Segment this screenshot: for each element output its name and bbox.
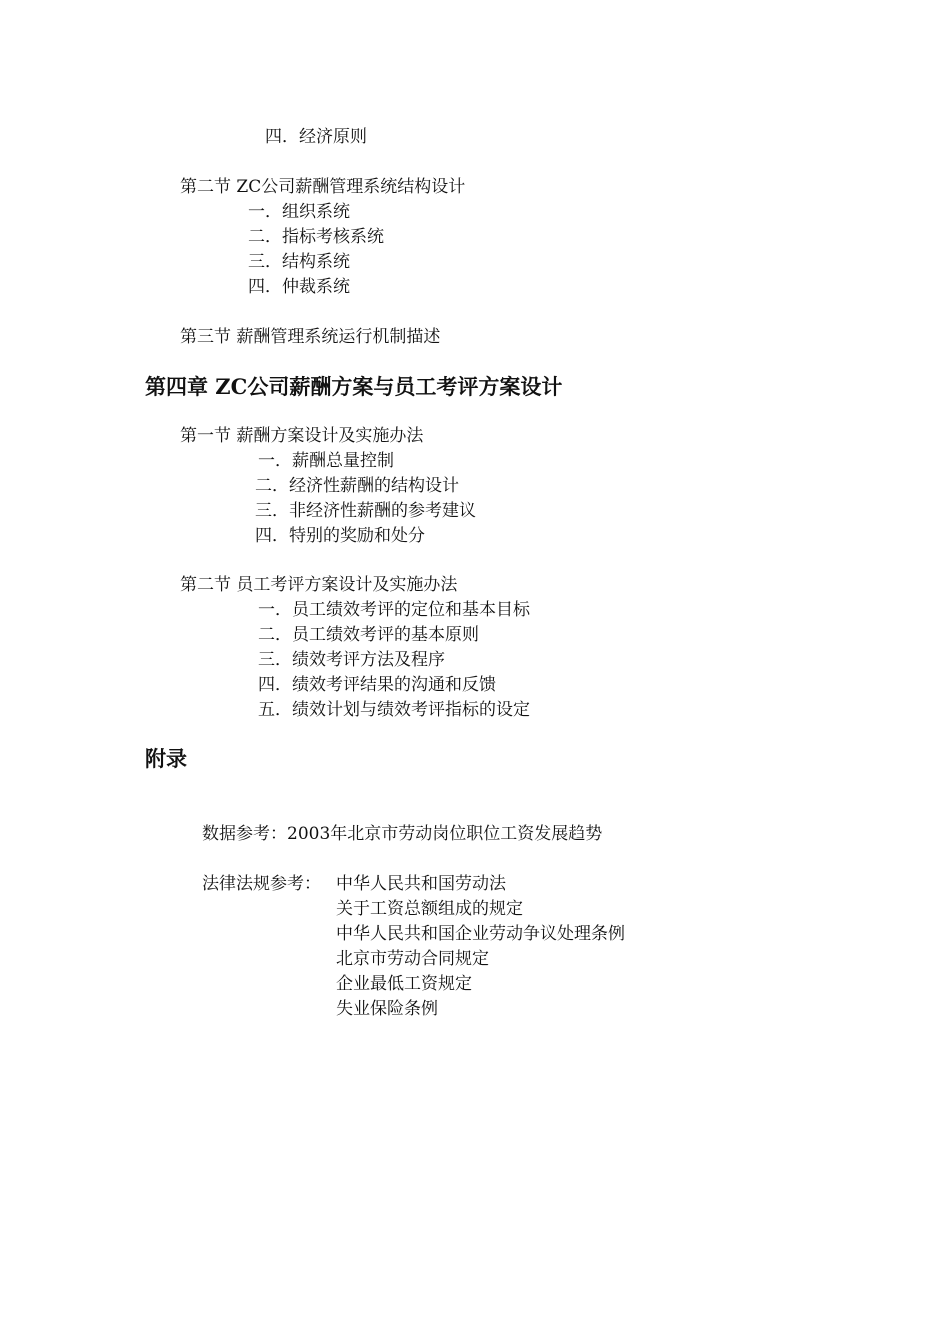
toc-section-title: 第一节 薪酬方案设计及实施办法 — [180, 426, 424, 446]
toc-item-economic-principle: 四．经济原则 — [265, 127, 367, 147]
toc-item: 二．员工绩效考评的基本原则 — [258, 625, 479, 645]
toc-item: 一．员工绩效考评的定位和基本目标 — [258, 600, 530, 620]
law-reference-item: 关于工资总额组成的规定 — [336, 899, 523, 919]
toc-item: 三．结构系统 — [248, 252, 350, 272]
toc-item: 三．绩效考评方法及程序 — [258, 650, 445, 670]
law-reference-item: 企业最低工资规定 — [336, 974, 472, 994]
data-reference-value: 2003年北京市劳动岗位职位工资发展趋势 — [287, 824, 603, 844]
law-reference-label: 法律法规参考： — [202, 874, 321, 894]
toc-section-title: 第二节 员工考评方案设计及实施办法 — [180, 575, 458, 595]
toc-item: 四．绩效考评结果的沟通和反馈 — [258, 675, 496, 695]
law-reference-item: 北京市劳动合同规定 — [336, 949, 489, 969]
toc-item: 四．特别的奖励和处分 — [255, 526, 425, 546]
law-reference-item: 中华人民共和国劳动法 — [336, 874, 506, 894]
law-reference-item: 中华人民共和国企业劳动争议处理条例 — [336, 924, 625, 944]
data-reference-label: 数据参考： — [202, 824, 287, 844]
toc-section-title: 第三节 薪酬管理系统运行机制描述 — [180, 327, 441, 347]
toc-item: 五．绩效计划与绩效考评指标的设定 — [258, 700, 530, 720]
toc-item: 四．仲裁系统 — [248, 277, 350, 297]
toc-chapter-title: 第四章 ZC公司薪酬方案与员工考评方案设计 — [145, 374, 563, 399]
toc-item: 一．组织系统 — [248, 202, 350, 222]
toc-item: 三．非经济性薪酬的参考建议 — [255, 501, 476, 521]
toc-section-title: 第二节 ZC公司薪酬管理系统结构设计 — [180, 177, 466, 197]
toc-item: 二．经济性薪酬的结构设计 — [255, 476, 459, 496]
law-reference-item: 失业保险条例 — [336, 999, 438, 1019]
data-reference-line — [202, 823, 602, 845]
appendix-title: 附录 — [145, 746, 187, 771]
toc-item: 一．薪酬总量控制 — [258, 451, 394, 471]
toc-item: 二．指标考核系统 — [248, 227, 384, 247]
